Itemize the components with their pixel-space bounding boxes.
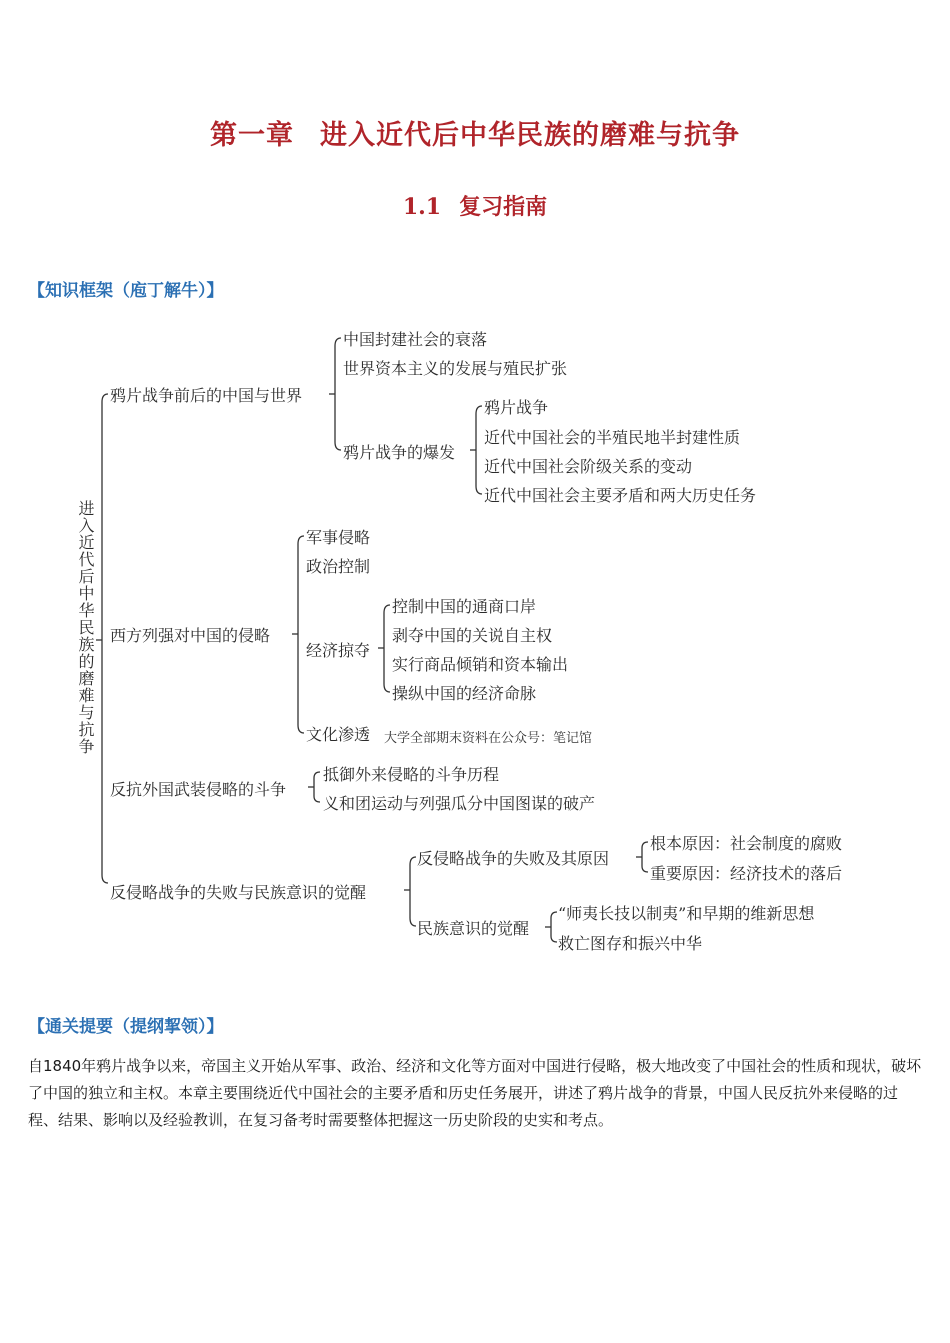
node-1-1: 中国封建社会的衰落: [343, 330, 488, 349]
node-3-2: 义和团运动与列强瓜分中国图谋的破产: [323, 794, 596, 813]
node-1-3-3: 近代中国社会阶级关系的变动: [484, 457, 693, 476]
node-4-2-1: “师夷长技以制夷”和早期的维新思想: [558, 904, 815, 923]
branch-4: 反侵略战争的失败与民族意识的觉醒: [110, 883, 367, 902]
branch-3: 反抗外国武装侵略的斗争: [110, 780, 287, 799]
watermark-text: 大学全部期末资料在公众号：笔记馆: [384, 730, 593, 745]
node-3-1: 抵御外来侵略的斗争历程: [323, 765, 500, 784]
node-4-1: 反侵略战争的失败及其原因: [417, 849, 610, 868]
node-1-3-4: 近代中国社会主要矛盾和两大历史任务: [484, 486, 757, 505]
summary-heading: 【通关提要（提纲挈领）】: [28, 1017, 224, 1037]
node-4-1-1: 根本原因：社会制度的腐败: [650, 834, 843, 853]
node-2-3-4: 操纵中国的经济命脉: [392, 684, 537, 703]
node-1-3-1: 鸦片战争: [484, 398, 549, 417]
node-1-3-2: 近代中国社会的半殖民地半封建性质: [484, 428, 741, 447]
node-2-3-3: 实行商品倾销和资本输出: [392, 655, 569, 674]
chapter-number: 第一章: [210, 120, 294, 151]
section-name: 复习指南: [459, 195, 548, 220]
mindmap-root: 进入近代后中华民族的磨难与抗争: [76, 500, 95, 755]
node-4-2-2: 救亡图存和振兴中华: [558, 934, 703, 953]
node-4-2: 民族意识的觉醒: [417, 919, 530, 938]
chapter-name: 进入近代后中华民族的磨难与抗争: [320, 120, 740, 151]
node-1-2: 世界资本主义的发展与殖民扩张: [343, 359, 568, 378]
node-2-4: 文化渗透: [306, 725, 371, 744]
framework-heading: 【知识框架（庖丁解牛）】: [28, 281, 224, 301]
node-4-1-2: 重要原因：经济技术的落后: [650, 864, 843, 883]
node-2-3-2: 剥夺中国的关说自主权: [392, 626, 553, 645]
node-2-3: 经济掠夺: [306, 641, 371, 660]
node-1-3: 鸦片战争的爆发: [343, 443, 456, 462]
branch-2: 西方列强对中国的侵略: [110, 626, 271, 645]
section-number: 1.1: [402, 194, 442, 220]
node-2-2: 政治控制: [306, 557, 371, 576]
summary-paragraph: 自1840年鸦片战争以来，帝国主义开始从军事、政治、经济和文化等方面对中国进行侵略，极大地改变了中国社会的性质和现状，破坏了中国的独立和主权。本章主要围绕近代中国社会的主要矛盾和历史任务展开，讲述了鸦片战争的背景，中国人民反抗外来侵略的过程、结果、影响以及经验教训，在复习备考时需要整体把握这一历史阶段的史实和考点。: [28, 1057, 922, 1129]
branch-1: 鸦片战争前后的中国与世界: [110, 386, 303, 405]
node-2-3-1: 控制中国的通商口岸: [392, 597, 537, 616]
node-2-1: 军事侵略: [306, 528, 371, 547]
